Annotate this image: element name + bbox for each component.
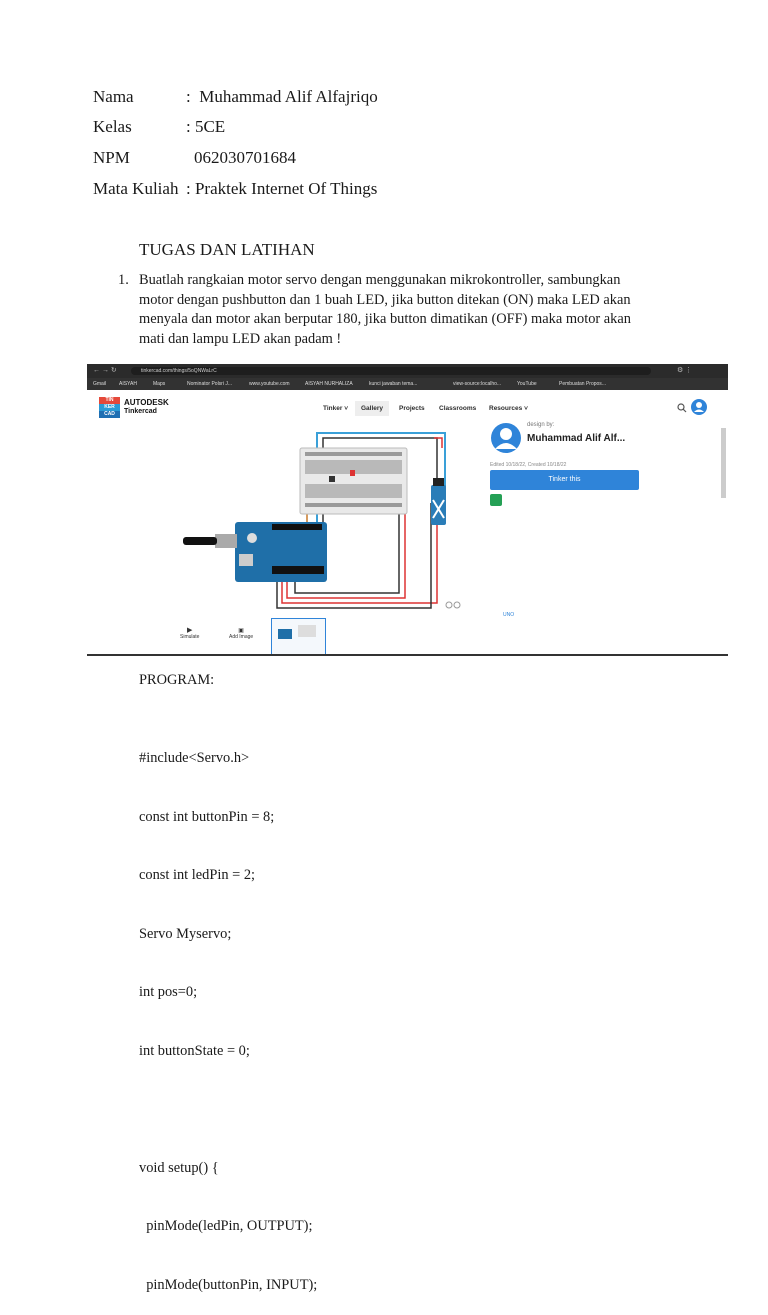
chevron-down-icon: ˅ xyxy=(344,405,348,412)
tinkercad-logo[interactable]: TIN KER CAD xyxy=(99,397,120,418)
bookmark[interactable]: www.youtube.com xyxy=(249,381,290,387)
author-avatar-icon xyxy=(490,422,522,454)
matakuliah-label: Mata Kuliah xyxy=(93,179,179,198)
task-line: mati dan lampu LED akan padam ! xyxy=(139,330,342,347)
tinkercad-screenshot xyxy=(87,364,728,656)
usb-cable xyxy=(183,537,217,545)
code-line: int buttonState = 0; xyxy=(139,1042,250,1059)
nav-projects[interactable]: Projects xyxy=(399,405,425,412)
address-bar[interactable]: tinkercad.com/things/5oQNWaLrC xyxy=(131,367,651,375)
nav-tinker[interactable]: Tinker ˅ xyxy=(323,405,348,412)
nav-resources[interactable]: Resources ˅ xyxy=(489,405,528,412)
kelas-value: : 5CE xyxy=(186,117,226,136)
task-line: menyala dan motor akan berputar 180, jika button dimatikan (OFF) maka motor akan xyxy=(139,311,631,327)
thumbnail[interactable] xyxy=(271,618,326,656)
bookmark[interactable]: AISYAH NURHALIZA xyxy=(305,381,353,387)
kelas-label: Kelas xyxy=(93,117,132,136)
browser-menu-icon[interactable]: ⚙ ⋮ xyxy=(677,367,693,374)
code-line: const int ledPin = 2; xyxy=(139,867,256,883)
matakuliah-value: : Praktek Internet Of Things xyxy=(186,179,378,198)
edited-info: Edited 10/18/22, Created 10/18/22 xyxy=(490,462,567,468)
design-by-label: design by: xyxy=(527,422,555,428)
back-forward-icon: ← → ↻ xyxy=(93,367,117,374)
code-line: void setup() { xyxy=(139,1159,219,1176)
user-avatar-icon[interactable] xyxy=(691,399,707,415)
google-classroom-icon[interactable] xyxy=(490,494,502,506)
image-icon: ▣ xyxy=(238,628,244,634)
brand-autodesk: AUTODESK xyxy=(124,398,169,407)
npm-value: 062030701684 xyxy=(194,148,296,167)
circuit-canvas[interactable] xyxy=(87,422,728,654)
bookmark[interactable]: Maps xyxy=(153,381,166,387)
code-line xyxy=(139,1100,317,1120)
bookmark[interactable]: view-source:localho... xyxy=(453,381,502,387)
tinkercad-header xyxy=(87,390,728,429)
nama-label: Nama xyxy=(93,87,134,106)
code-line: #include<Servo.h> xyxy=(139,750,250,766)
code-line: Servo Myservo; xyxy=(139,925,232,942)
search-icon[interactable] xyxy=(677,403,687,413)
author-name[interactable]: Muhammad Alif Alf... xyxy=(527,433,626,444)
browser-toolbar xyxy=(87,364,728,378)
tinker-this-button[interactable]: Tinker this xyxy=(490,470,639,490)
brand-tinkercad: Tinkercad xyxy=(124,408,157,415)
bookmark[interactable]: kunci jawaban tema... xyxy=(369,381,418,387)
chevron-down-icon: ˅ xyxy=(524,405,528,412)
task-text xyxy=(139,271,739,349)
bookmark[interactable]: Pembuatan Propos... xyxy=(559,381,606,387)
npm-label: NPM xyxy=(93,148,130,167)
nama-value: : Muhammad Alif Alfajriqo xyxy=(186,87,378,106)
board-label: UNO xyxy=(503,612,515,618)
bookmark[interactable]: YouTube xyxy=(517,381,537,387)
task-line: motor dengan pushbutton dan 1 buah LED, jika button ditekan (ON) maka LED akan xyxy=(139,291,631,308)
code-line: pinMode(ledPin, OUTPUT); xyxy=(139,1218,313,1234)
play-icon: ▶ xyxy=(187,627,193,634)
code-line: const int buttonPin = 8; xyxy=(139,808,275,825)
simulate-button[interactable]: ▶ Simulate xyxy=(180,627,200,640)
code-line: int pos=0; xyxy=(139,984,198,1000)
servo-motor xyxy=(431,485,446,525)
led xyxy=(350,470,355,476)
pushbutton xyxy=(329,476,335,482)
program-label: PROGRAM: xyxy=(139,672,215,688)
section-title: TUGAS DAN LATIHAN xyxy=(139,240,315,259)
bookmark[interactable]: Nominator Polsri J... xyxy=(187,381,233,387)
bookmark[interactable]: AISYAH xyxy=(119,381,137,387)
nav-gallery[interactable]: Gallery xyxy=(355,401,389,416)
bookmark[interactable]: Gmail xyxy=(93,381,107,387)
nav-classrooms[interactable]: Classrooms xyxy=(439,405,477,412)
code-line: pinMode(buttonPin, INPUT); xyxy=(139,1276,318,1293)
add-image-button[interactable]: ▣ Add Image xyxy=(229,628,254,640)
circuit-diagram xyxy=(87,428,728,654)
task-line: Buatlah rangkaian motor servo dengan menggunakan mikrokontroller, sambungkan xyxy=(139,272,621,288)
code-block xyxy=(139,710,317,1315)
bookmarks-bar xyxy=(87,378,728,390)
task-number: 1. xyxy=(118,272,129,288)
